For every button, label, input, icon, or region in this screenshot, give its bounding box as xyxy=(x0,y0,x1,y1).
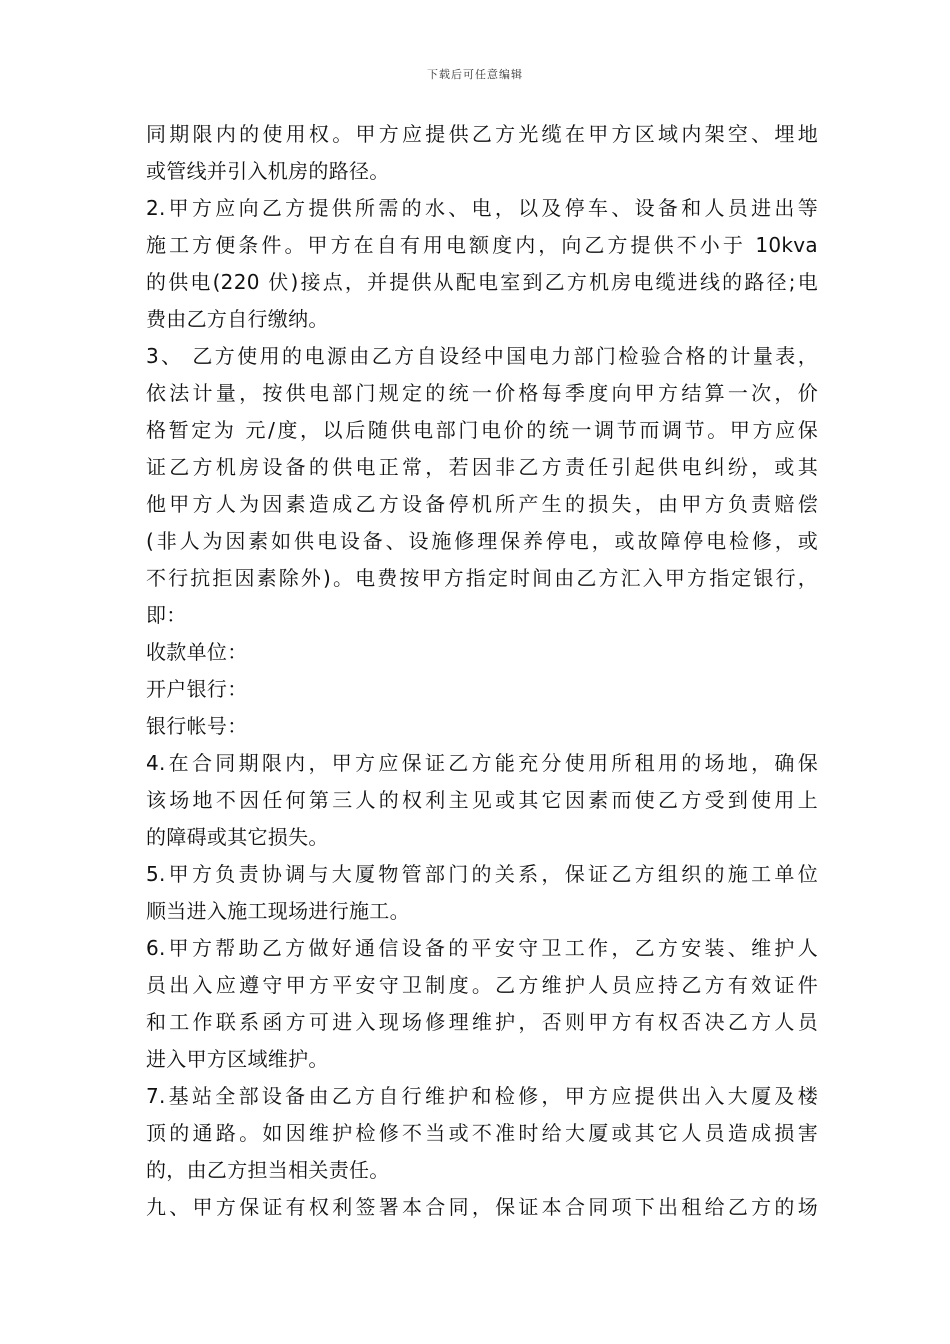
text-line: 格暂定为 元/度，以后随供电部门电价的统一调节而调节。甲方应保 xyxy=(146,418,818,442)
text-line: 和工作联系函方可进入现场修理维护，否则甲方有权否决乙方人员 xyxy=(146,1010,818,1034)
text-line: (非人为因素如供电设备、设施修理保养停电，或故障停电检修，或 xyxy=(146,529,818,553)
text-line: 6.甲方帮助乙方做好通信设备的平安守卫工作，乙方安装、维护人 xyxy=(146,936,818,960)
text-line: 该场地不因任何第三人的权利主见或其它因素而使乙方受到使用上 xyxy=(146,788,818,812)
text-line: 他甲方人为因素造成乙方设备停机所产生的损失，由甲方负责赔偿 xyxy=(146,492,818,516)
text-line: 即： xyxy=(146,603,187,627)
text-line: 银行帐号： xyxy=(146,714,248,738)
text-line: 员出入应遵守甲方平安守卫制度。乙方维护人员应持乙方有效证件 xyxy=(146,973,818,997)
text-line: 或管线并引入机房的路径。 xyxy=(146,159,390,183)
text-line: 同期限内的使用权。甲方应提供乙方光缆在甲方区域内架空、埋地 xyxy=(146,122,818,146)
text-line: 开户银行： xyxy=(146,677,248,701)
text-line: 的障碍或其它损失。 xyxy=(146,825,329,849)
text-line: 3、 乙方使用的电源由乙方自设经中国电力部门检验合格的计量表， xyxy=(146,344,818,368)
text-line: 5.甲方负责协调与大厦物管部门的关系，保证乙方组织的施工单位 xyxy=(146,862,818,886)
text-line: 7.基站全部设备由乙方自行维护和检修，甲方应提供出入大厦及楼 xyxy=(146,1084,818,1108)
text-line: 进入甲方区域维护。 xyxy=(146,1047,329,1071)
text-line: 依法计量，按供电部门规定的统一价格每季度向甲方结算一次，价 xyxy=(146,381,818,405)
text-line: 顺当进入施工现场进行施工。 xyxy=(146,899,410,923)
text-line: 的，由乙方担当相关责任。 xyxy=(146,1158,390,1182)
text-line: 顶的通路。如因维护检修不当或不准时给大厦或其它人员造成损害 xyxy=(146,1121,818,1145)
text-line: 证乙方机房设备的供电正常，若因非乙方责任引起供电纠纷，或其 xyxy=(146,455,818,479)
text-line: 费由乙方自行缴纳。 xyxy=(146,307,329,331)
text-line: 4.在合同期限内，甲方应保证乙方能充分使用所租用的场地，确保 xyxy=(146,751,818,775)
text-line: 的供电(220 伏)接点，并提供从配电室到乙方机房电缆进线的路径;电 xyxy=(146,270,818,294)
page-header: 下载后可任意编辑 xyxy=(427,68,523,81)
text-line: 不行抗拒因素除外)。电费按甲方指定时间由乙方汇入甲方指定银行， xyxy=(146,566,818,590)
text-line: 九、甲方保证有权利签署本合同，保证本合同项下出租给乙方的场 xyxy=(146,1195,818,1219)
text-line: 收款单位： xyxy=(146,640,248,664)
document-body xyxy=(146,116,818,1226)
text-line: 施工方便条件。甲方在自有用电额度内，向乙方提供不小于 10kva xyxy=(146,233,818,257)
text-line: 2.甲方应向乙方提供所需的水、电，以及停车、设备和人员进出等 xyxy=(146,196,818,220)
